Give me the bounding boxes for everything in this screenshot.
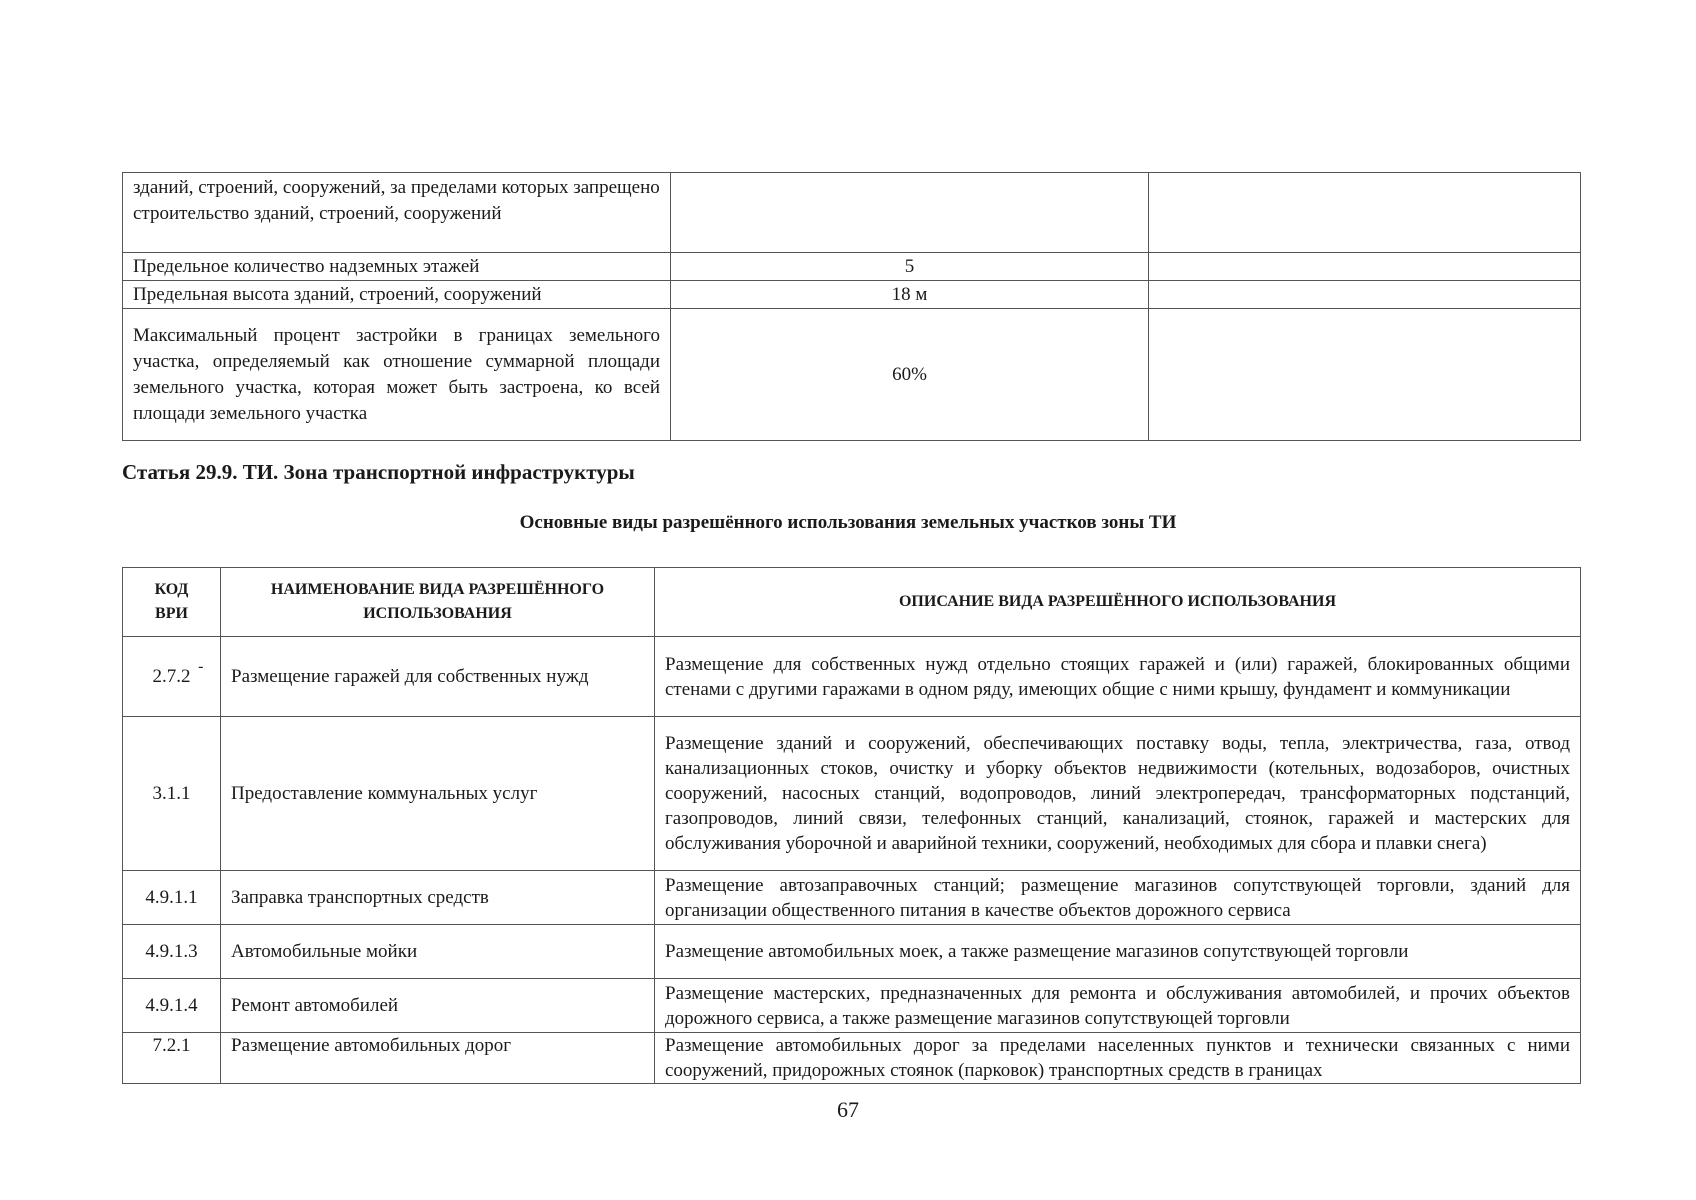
table-header-row [123, 568, 1581, 637]
table-row [123, 173, 1581, 253]
param-cell: Предельное количество надземных этажей [123, 253, 671, 281]
table-row [123, 281, 1581, 309]
extra-cell [1149, 281, 1581, 309]
param-cell: Предельная высота зданий, строений, сооружений [123, 281, 671, 309]
table-row [123, 253, 1581, 281]
table-caption: Основные виды разрешённого использования земельных участков зоны ТИ [519, 512, 1177, 533]
table-row [123, 309, 1581, 441]
code-cell: 4.9.1.3 [123, 925, 221, 979]
desc-cell: Размещение зданий и сооружений, обеспечивающих поставку воды, тепла, электричества, газа, отвод канализационных стоков, очистку и уборку объектов недвижимости (котельных, водозаборов, очистных сооружений, насосных станций, водопроводов, линий электропередач, трансформаторных подстанций, газопроводов, линий связи, телефонных станций, канализаций, стоянок, гаражей и мастерских для обслуживания уборочной и аварийной техники, сооружений, необходимых для сбора и плавки снега) [655, 717, 1581, 871]
desc-cell: Размещение автозаправочных станций; размещение магазинов сопутствующей торговли, зданий для организации общественного питания в качестве объектов дорожного сервиса [655, 871, 1581, 925]
code-value: 2.7.2 - [153, 666, 191, 687]
table-row [123, 925, 1581, 979]
page-number: 67 [837, 1097, 859, 1122]
desc-cell: Размещение мастерских, предназначенных для ремонта и обслуживания автомобилей, и прочих объектов дорожного сервиса, а также размещение магазинов сопутствующей торговли [655, 979, 1581, 1033]
name-cell: Размещение гаражей для собственных нужд [221, 637, 655, 717]
extra-cell [1149, 253, 1581, 281]
table-row [123, 871, 1581, 925]
article-heading: Статья 29.9. ТИ. Зона транспортной инфраструктуры [122, 460, 635, 484]
header-desc: ОПИСАНИЕ ВИДА РАЗРЕШЁННОГО ИСПОЛЬЗОВАНИЯ [655, 568, 1581, 637]
value-cell: 5 [671, 253, 1149, 281]
name-cell: Предоставление коммунальных услуг [221, 717, 655, 871]
land-use-table [122, 567, 1581, 1084]
header-code: КОД ВРИ [123, 568, 221, 637]
desc-cell [655, 1033, 1581, 1084]
desc-text: Размещение автомобильных дорог за пределами населенных пунктов и технически связанных с ними сооружений, придорожных стоянок (парковок) транспортных средств в границах [665, 1035, 1570, 1081]
value-cell: 18 м [671, 281, 1149, 309]
code-cell: 7.2.1 [123, 1033, 221, 1084]
value-cell: 60% [671, 309, 1149, 441]
table-row [123, 637, 1581, 717]
table-row [123, 1033, 1581, 1084]
name-cell: Ремонт автомобилей [221, 979, 655, 1033]
desc-cell: Размещение автомобильных моек, а также размещение магазинов сопутствующей торговли [655, 925, 1581, 979]
table-row [123, 979, 1581, 1033]
header-name: НАИМЕНОВАНИЕ ВИДА РАЗРЕШЁННОГО ИСПОЛЬЗОВАНИЯ [221, 568, 655, 637]
name-cell: Заправка транспортных средств [221, 871, 655, 925]
desc-cell: Размещение для собственных нужд отдельно стоящих гаражей и (или) гаражей, блокированных общими стенами с другими гаражами в одном ряду, имеющих общие с ними крышу, фундамент и коммуникации [655, 637, 1581, 717]
parameters-table [122, 172, 1581, 441]
table-row [123, 717, 1581, 871]
code-cell: 4.9.1.4 [123, 979, 221, 1033]
name-cell: Автомобильные мойки [221, 925, 655, 979]
extra-cell [1149, 173, 1581, 253]
param-cell: Максимальный процент застройки в границах земельного участка, определяемый как отношение суммарной площади земельного участка, которая может быть застроена, ко всей площади земельного участка [123, 309, 671, 441]
name-cell: Размещение автомобильных дорог [221, 1033, 655, 1084]
code-cell: 4.9.1.1 [123, 871, 221, 925]
value-cell [671, 173, 1149, 253]
code-cell: 3.1.1 [123, 717, 221, 871]
code-cell [123, 637, 221, 717]
extra-cell [1149, 309, 1581, 441]
param-cell: зданий, строений, сооружений, за пределами которых запрещено строительство зданий, строений, сооружений [123, 173, 671, 253]
